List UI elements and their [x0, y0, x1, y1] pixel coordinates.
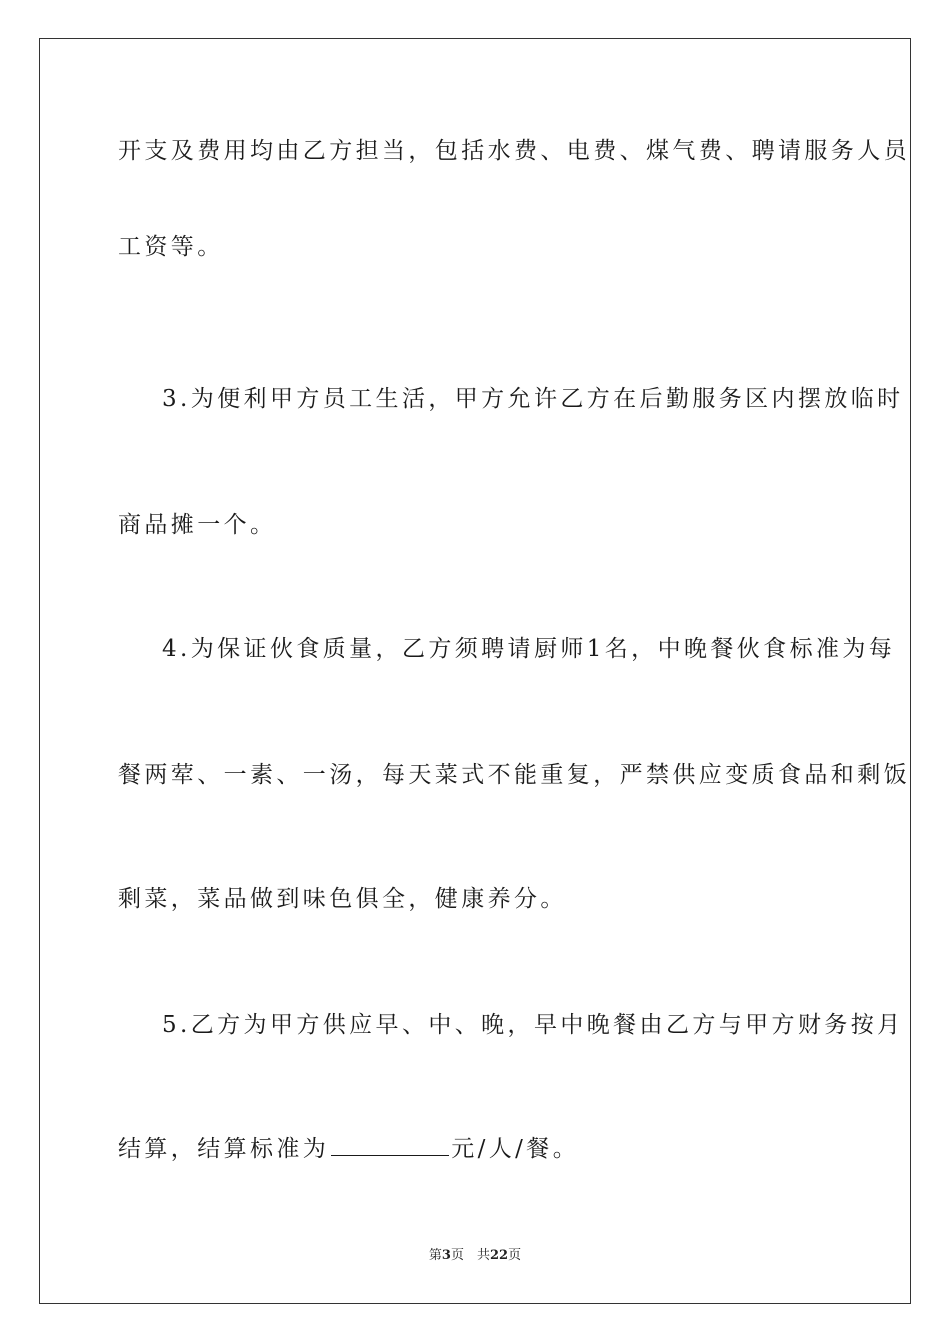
page-number: 3	[441, 1248, 451, 1263]
settlement-unit: 元/人/餐。	[451, 1136, 580, 1162]
clause-4-line-3: 剩菜，菜品做到味色俱全，健康养分。	[118, 886, 567, 912]
page-border	[39, 38, 911, 1304]
total-pages: 22	[489, 1248, 509, 1263]
settlement-text: 结算，结算标准为	[118, 1136, 330, 1162]
paragraph-line-2: 工资等。	[118, 234, 224, 260]
settlement-amount-blank	[331, 1135, 449, 1156]
page-footer	[0, 1247, 950, 1265]
page-prefix: 第	[428, 1248, 442, 1263]
page-mid: 页 共	[450, 1248, 490, 1263]
page-suffix: 页	[508, 1248, 522, 1263]
clause-4-line-2: 餐两荤、一素、一汤，每天菜式不能重复，严禁供应变质食品和剩饭	[118, 762, 910, 788]
clause-3-line-2: 商品摊一个。	[118, 512, 277, 538]
clause-4-line-1: 4.为保证伙食质量，乙方须聘请厨师1名，中晚餐伙食标准为每	[162, 636, 896, 662]
clause-5-line-1: 5.乙方为甲方供应早、中、晚，早中晚餐由乙方与甲方财务按月	[162, 1012, 904, 1038]
clause-3-line-1: 3.为便利甲方员工生活，甲方允许乙方在后勤服务区内摆放临时	[162, 386, 904, 412]
clause-5-line-2	[118, 1134, 579, 1164]
paragraph-line-1: 开支及费用均由乙方担当，包括水费、电费、煤气费、聘请服务人员	[118, 138, 910, 164]
